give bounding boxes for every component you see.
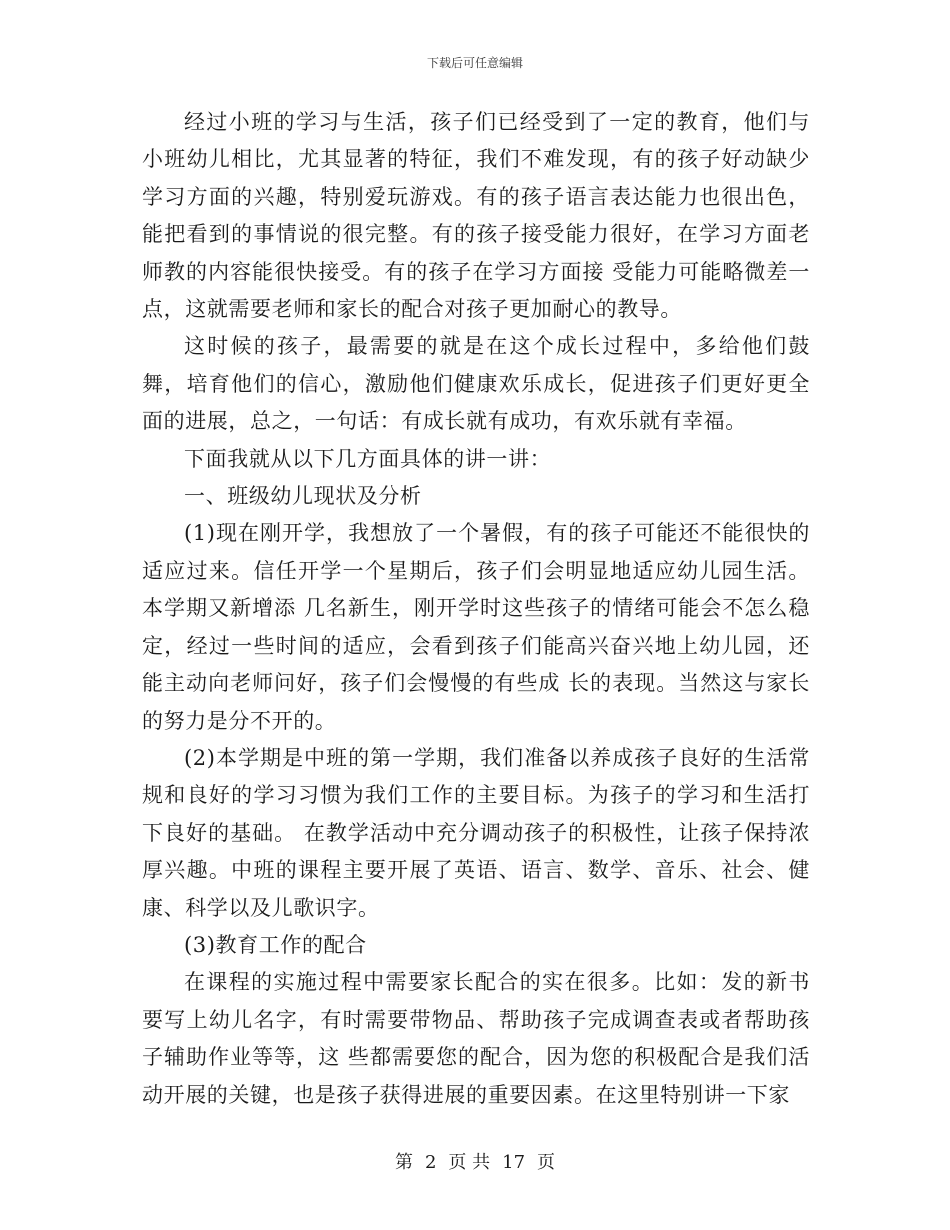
footer-total-pages: 17 (502, 1152, 526, 1173)
paragraph-1: 经过小班的学习与生活，孩子们已经受到了一定的教育，他们与小班幼儿相比，尤其显著的特征，我们不难发现，有的孩子好动缺少学习方面的兴趣，特别爱玩游戏。有的孩子语言表达能力也很出色，能把看到的事情说的很完整。有的孩子接受能力很好，在学习方面老师教的内容能很快接受。有的孩子在学习方面接 受能力可能略微差一点，这就需要老师和家长的配合对孩子更加耐心的教导。 (142, 110, 810, 322)
section-heading-1: 一、班级幼儿现状及分析 (184, 484, 422, 509)
footer-suffix: 页 (537, 1152, 556, 1173)
paragraph-5: (2)本学期是中班的第一学期，我们准备以养成孩子良好的生活常规和良好的学习习惯为我们工作的主要目标。为孩子的学习和生活打下良好的基础。 在教学活动中充分调动孩子的积极性，让孩子保持浓厚兴趣。中班的课程主要开展了英语、语言、数学、音乐、社会、健康、科学以及儿歌识字。 (142, 745, 810, 920)
paragraph-2: 这时候的孩子，最需要的就是在这个成长过程中，多给他们鼓舞，培育他们的信心，激励他们健康欢乐成长，促进孩子们更好更全面的进展，总之，一句话：有成长就有成功，有欢乐就有幸福。 (142, 334, 810, 434)
paragraph-3: 下面我就从以下几方面具体的讲一讲： (184, 446, 552, 471)
paragraph-6: 在课程的实施过程中需要家长配合的实在很多。比如：发的新书要写上幼儿名字，有时需要带物品、帮助孩子完成调查表或者帮助孩子辅助作业等等，这 些都需要您的配合，因为您的积极配合是我们活动开展的关键，也是孩子获得进展的重要因素。在这里特别讲一下家 (142, 970, 810, 1107)
header-note: 下载后可任意编辑 (426, 56, 523, 70)
paragraph-4: (1)现在刚开学，我想放了一个暑假，有的孩子可能还不能很快的适应过来。信任开学一个星期后，孩子们会明显地适应幼儿园生活。本学期又新增添 几名新生，刚开学时这些孩子的情绪可能会不怎么稳定，经过一些时间的适应，会看到孩子们能高兴奋兴地上幼儿园，还能主动向老师问好，孩子们会慢慢的有些成 长的表现。当然这与家长的努力是分不开的。 (142, 521, 810, 733)
subheading-3: (3)教育工作的配合 (184, 932, 367, 957)
footer-prefix: 第 (394, 1152, 413, 1173)
document-body (142, 104, 810, 1114)
footer-page-number: 2 (424, 1152, 437, 1173)
page-footer (0, 1148, 950, 1174)
footer-middle: 页 共 (448, 1152, 491, 1173)
